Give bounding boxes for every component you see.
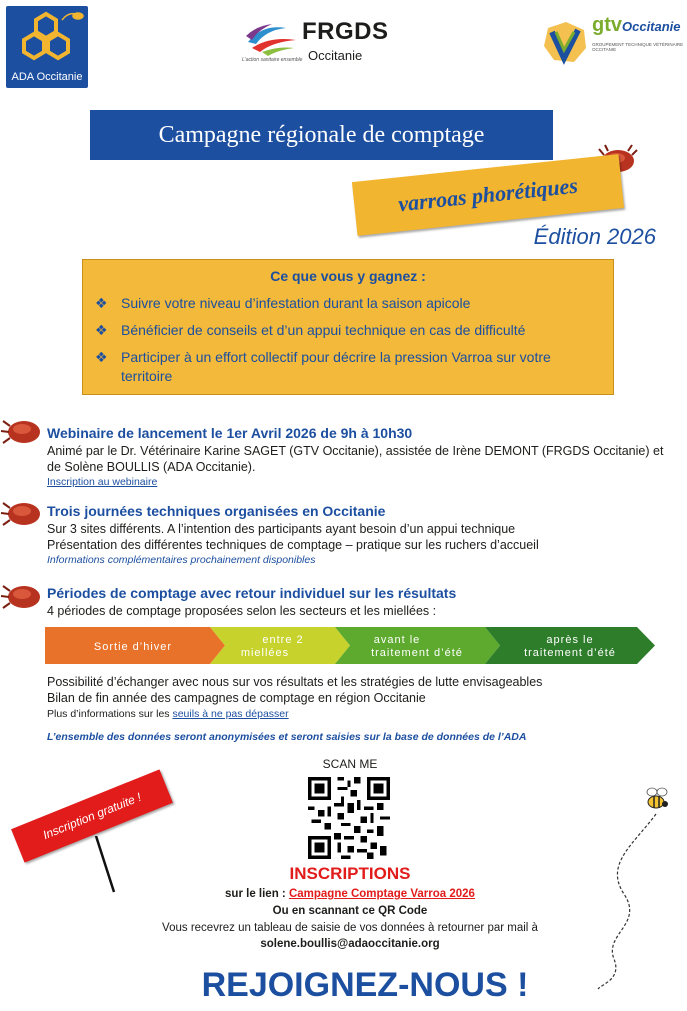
- gtv-title: [592, 14, 681, 37]
- periods-line-1: Possibilité d’échanger avec nous sur vos résultats et les stratégies de lutte envisageables: [47, 675, 543, 689]
- period-step-line2: miellées: [240, 647, 290, 659]
- benefit-text: Suivre votre niveau d’infestation durant la saison apicole: [121, 295, 471, 311]
- periods-line-2: Bilan de fin année des campagnes de comptage en région Occitanie: [47, 691, 426, 705]
- period-step: [485, 627, 655, 664]
- frgds-tagline: L'action sanitaire ensemble: [242, 57, 303, 63]
- period-step-line1: après le: [546, 634, 594, 646]
- periods-title: Périodes de comptage avec retour individuel sur les résultats: [47, 585, 457, 601]
- diamond-bullet-icon: ❖: [95, 349, 108, 365]
- period-step-line1: Sortie d’hiver: [93, 641, 173, 653]
- period-step: [45, 627, 225, 664]
- periods-more-prefix: Plus d’informations sur les: [47, 708, 173, 720]
- benefit-text: Participer à un effort collectif pour décrire la pression Varroa sur votre territoire: [121, 349, 551, 384]
- frgds-logo: [240, 16, 402, 72]
- benefits-list: [95, 294, 599, 394]
- periods-more: [47, 708, 289, 720]
- period-step-line1: entre 2: [262, 634, 304, 646]
- days-title: Trois journées techniques organisées en Occitanie: [47, 503, 386, 519]
- gtv-logo: [540, 8, 686, 74]
- frgds-title: FRGDS: [302, 18, 389, 45]
- benefit-item: [95, 294, 599, 313]
- periods-arrow-bar: [45, 627, 655, 664]
- campaign-subtitle: varroas phorétiques: [352, 154, 624, 236]
- periods-intro: 4 périodes de comptage proposées selon les secteurs et les miellées :: [47, 604, 437, 618]
- gtv-map-icon: [540, 18, 590, 68]
- ada-logo-label: ADA Occitanie: [11, 71, 83, 83]
- benefits-heading: Ce que vous y gagnez :: [270, 268, 426, 284]
- varroa-mite-icon: [0, 416, 42, 446]
- thresholds-link[interactable]: seuils à ne pas dépasser: [172, 708, 289, 720]
- inscriptions-link-prefix: sur le lien :: [225, 888, 289, 900]
- webinar-title: Webinaire de lancement le 1er Avril 2026 de 9h à 10h30: [47, 425, 413, 441]
- join-us-cta: REJOIGNEZ-NOUS !: [201, 966, 529, 1004]
- period-step-line1: avant le: [373, 634, 421, 646]
- inscriptions-receive-line: Vous recevrez un tableau de saisie de vos données à retourner par mail à: [162, 922, 538, 934]
- benefit-item: [95, 321, 599, 340]
- webinar-text: Animé par le Dr. Vétérinaire Karine SAGET (GTV Occitanie), assistée de Irène DEMONT (FRGDS Occitanie) et de Solène BOULLIS (ADA Occitanie).: [47, 444, 664, 474]
- diamond-bullet-icon: ❖: [95, 322, 108, 338]
- qr-code[interactable]: [308, 777, 390, 859]
- ada-logo: [6, 6, 88, 88]
- edition-label: Édition 2026: [533, 224, 656, 249]
- registration-link[interactable]: Campagne Comptage Varroa 2026: [288, 888, 475, 900]
- campaign-title: Campagne régionale de comptage: [90, 110, 553, 160]
- gtv-region: Occitanie: [622, 19, 681, 34]
- gtv-title-text: gtv: [592, 14, 622, 36]
- period-step-line2: traitement d’été: [371, 647, 463, 659]
- gtv-subtitle: GROUPEMENT TECHNIQUE VÉTÉRINAIRE OCCITANIE: [592, 42, 684, 52]
- anonymity-note: L’ensemble des données seront anonymisées et seront saisies sur la base de données de l’ADA: [47, 731, 527, 743]
- period-step-line2: traitement d’été: [524, 647, 616, 659]
- days-line-1: Sur 3 sites différents. A l’intention des participants ayant besoin d’un appui technique: [47, 522, 516, 536]
- benefit-item: [95, 348, 599, 386]
- benefit-text: Bénéficier de conseils et d’un appui technique en cas de difficulté: [121, 322, 526, 338]
- varroa-mite-icon: [0, 498, 42, 528]
- frgds-swoosh-icon: [242, 20, 300, 56]
- contact-email[interactable]: solene.boullis@adaoccitanie.org: [260, 938, 440, 950]
- honeycomb-icon: [6, 6, 88, 76]
- frgds-region: Occitanie: [308, 48, 363, 63]
- varroa-mite-icon: [0, 581, 42, 611]
- free-registration-sign: Inscription gratuite !: [11, 769, 173, 862]
- inscriptions-qr-line: Ou en scannant ce QR Code: [272, 905, 428, 917]
- scan-me-label: SCAN ME: [322, 757, 378, 771]
- webinar-link[interactable]: Inscription au webinaire: [47, 476, 158, 488]
- inscriptions-link-line: [120, 888, 580, 900]
- benefits-box: [82, 259, 614, 395]
- bee-flight-path-icon: [594, 784, 674, 994]
- inscriptions-title: INSCRIPTIONS: [289, 864, 411, 883]
- period-step: [210, 627, 350, 664]
- period-step: [335, 627, 500, 664]
- diamond-bullet-icon: ❖: [95, 295, 108, 311]
- days-line-2: Présentation des différentes techniques de comptage – pratique sur les ruchers d’accueil: [47, 538, 539, 552]
- days-note: Informations complémentaires prochainement disponibles: [47, 554, 316, 566]
- sign-post-icon: [94, 836, 118, 894]
